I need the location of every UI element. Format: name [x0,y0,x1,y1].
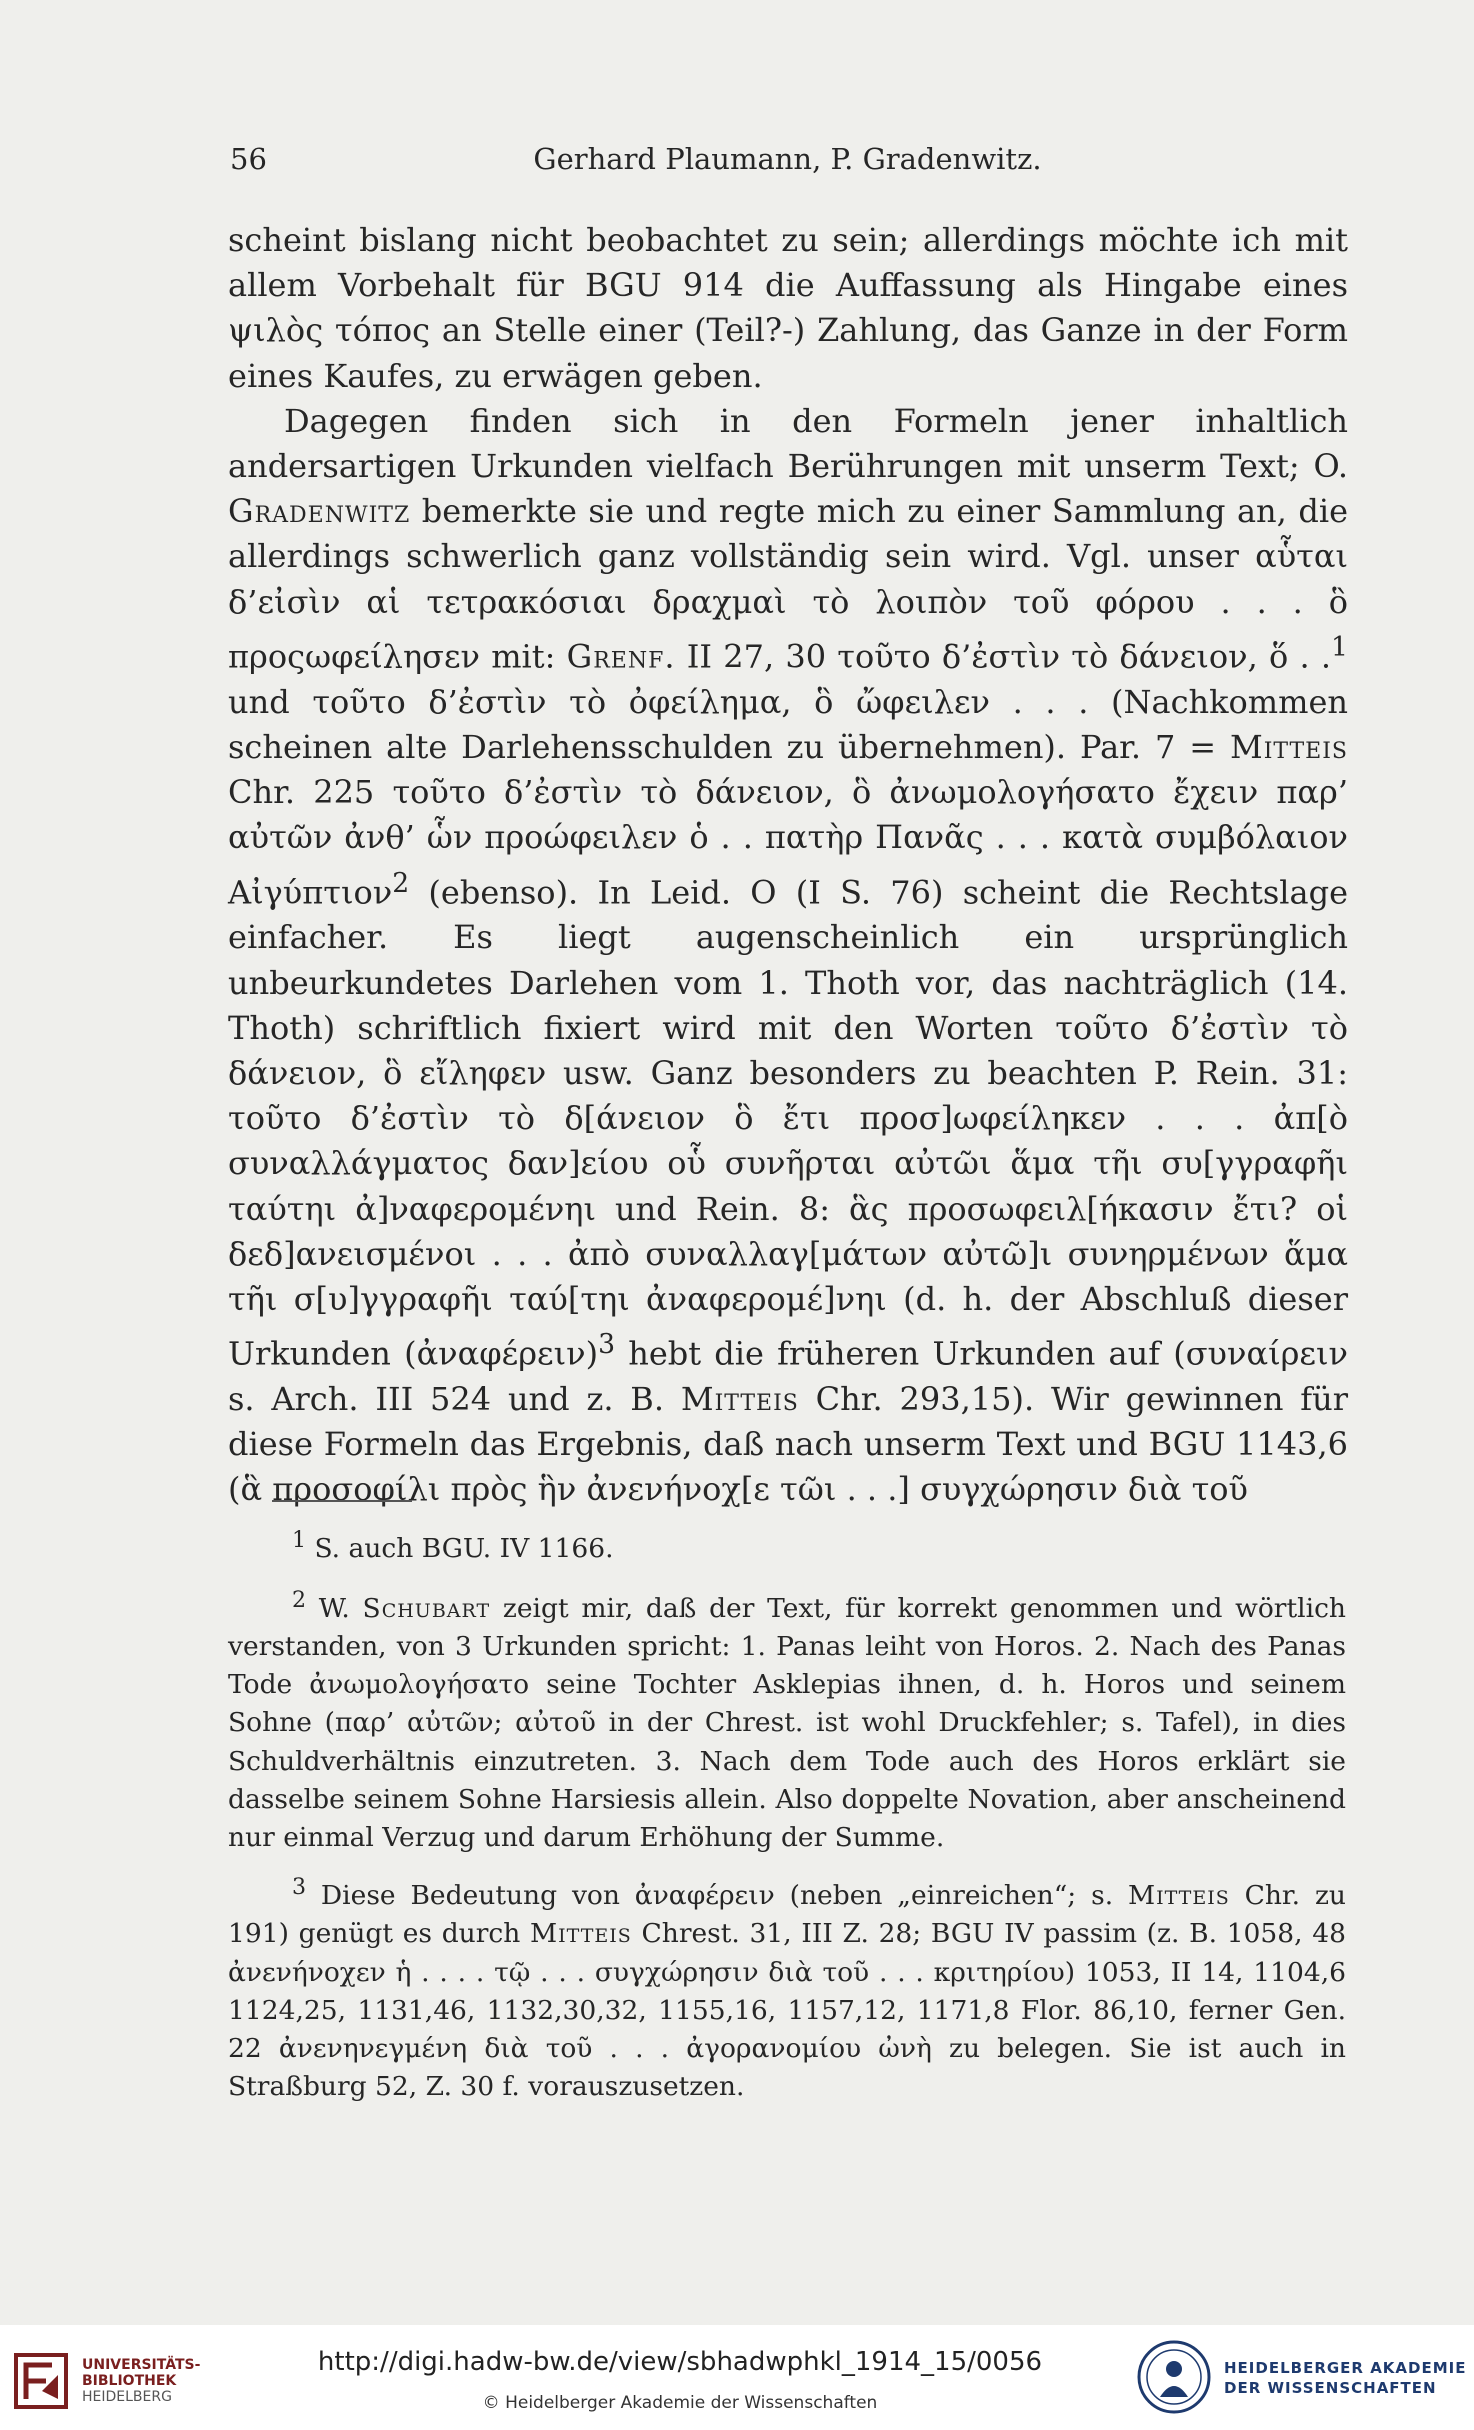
running-title: Gerhard Plaumann, P. Gradenwitz. [533,142,1042,176]
footnote-text: W. [306,1592,363,1624]
academy-name-line1: HEIDELBERGER AKADEMIE [1224,2359,1467,2377]
page-header [230,142,1345,182]
library-name-line1: UNIVERSITÄTS- [82,2357,201,2373]
author-schubart: Schubart [362,1592,491,1624]
text-run: hebt die früheren Urkunden auf (συναίρειν s. Arch. III 524 und z. B. [228,1334,1348,1419]
university-library-logo[interactable] [12,2343,201,2413]
academy-name-line2: DER WISSENSCHAFTEN [1224,2379,1437,2397]
author-mitteis: Mitteis [1229,727,1348,766]
footnote-text: zeigt mir, daß der Text, für korrekt genommen und wörtlich verstanden, von 3 Urkunden spricht: 1. Panas leiht von Horos. 2. Nach des Panas Tode ἀνωμολογήσατο seine Tochter Asklepias ihnen, d. h. Horos und seinem Sohne (παρ’ αὐτῶν; αὐτοῦ in der Chrest. ist wohl Druckfehler; s. Tafel), in dies Schuldverhältnis einzutreten. 3. Nach dem Tode auch des Horos erklärt sie dasselbe seinem Sohne Harsiesis allein. Also doppelte Novation, aber anscheinend nur einmal Verzug und darum Erhöhung der Summe. [228,1592,1346,1854]
footnote-text: Diese Bedeutung von ἀναφέρειν (neben „einreichen“; s. [306,1880,1128,1912]
paragraph-1: scheint bislang nicht beobachtet zu sein; allerdings möchte ich mit allem Vorbehalt für BGU 914 die Auffassung als Hingabe eines ψιλὸς τόπος an Stelle einer (Teil?-) Zahlung, das Ganze in der Form eines Kaufes, zu erwägen geben. [228,221,1348,395]
author-grenf: Grenf. [566,637,676,676]
page-number: 56 [230,142,267,176]
library-name-line2: BIBLIOTHEK [82,2373,177,2389]
author-mitteis: Mitteis [530,1918,632,1950]
footnote-ref-2[interactable]: 2 [392,867,410,899]
footnote-text: Chrest. 31, III Z. 28; BGU IV passim (z. B. 1058, 48 ἀνενήνοχεν ἡ . . . . τῷ . . . συγχώρησιν διὰ τοῦ . . . κριτηρίου) 1053, II 14, 1104,6 1124,25, 1131,46, 1132,30,32, 1155,16, 1157,12, 1171,8 Flor. 86,10, ferner Gen. 22 ἀνενηνεγμένη διὰ τοῦ . . . ἀγορανομίου ὠνὴ zu belegen. Sie ist auch in Straßburg 52, Z. 30 f. vorauszusetzen. [228,1918,1346,2103]
text-run: (ebenso). In Leid. O (I S. 76) scheint die Rechtslage einfacher. Es liegt augenscheinlich ein ursprünglich unbeurkundetes Darlehen vom 1. Thoth vor, das nachträglich (14. Thoth) schriftlich fixiert wird mit den Worten τοῦτο δ’ἐστὶν τὸ δάνειον, ὃ εἴληφεν usw. Ganz besonders zu beachten P. Rein. 31: τοῦτο δ’ἐστὶν τὸ δ[άνειον ὃ ἔτι προσ]ωφείληκεν . . . ἀπ[ὸ συναλλάγματος δαν]είου οὗ συνῆρται αὐτῶι ἅμα τῆι συ[γγραφῆι ταύτηι ἀ]ναφερομένηι und Rein. 8: ἃς προσωφειλ[ήκασιν ἔτι? οἱ δεδ]ανεισμένοι . . . ἀπὸ συναλλαγ[μάτων αὐτῶ]ι συνηρμένων ἅμα τῆι σ[υ]γγραφῆι ταύ[τηι ἀναφερομέ]νηι (d. h. der Abschluß dieser Urkunden (ἀναφέρειν) [228,873,1348,1373]
text-run: und τοῦτο δ’ἐστὶν τὸ ὀφείλημα, ὃ ὤφειλεν . . . (Nachkommen scheinen alte Darlehensschulden zu übernehmen). Par. 7 = [228,682,1348,766]
text-run: Dagegen finden sich in den Formeln jener inhaltlich andersartigen Urkunden vielfach Berührungen mit unserm Text; O. [228,401,1348,486]
footnote-ref-1[interactable]: 1 [1331,631,1349,663]
text-run: bemerkte sie und regte mich zu einer Sammlung an, die allerdings schwerlich ganz vollständig sein wird. Vgl. unser αὗται δ’εἰσὶν αἱ τετρακόσιαι δραχμαὶ τὸ λοιπὸν τοῦ φόρου . . . ὃ προςωφείλησεν mit: [228,492,1348,676]
academy-logo[interactable] [1130,2335,1470,2421]
permalink-url[interactable]: http://digi.hadw-bw.de/view/sbhadwphkl_1914_15/0056 [317,2347,1043,2377]
footnote-3 [228,1869,1346,2106]
footnote-divider [272,1500,412,1502]
library-emblem-icon [12,2351,70,2411]
footnote-mark: 1 [292,1528,307,1553]
footnote-mark: 3 [292,1875,307,1901]
viewer-footer [0,2325,1474,2430]
main-text [228,218,1348,1513]
footnote-1 [228,1522,1346,1568]
text-run: II 27, 30 τοῦτο δ’ἐστὶν τὸ δάνειον, ὅ . . [675,637,1332,676]
author-gradenwitz: Gradenwitz [228,492,411,531]
footnote-2 [228,1582,1346,1857]
author-mitteis: Mitteis [1127,1880,1230,1912]
paragraph-2 [228,399,1348,1513]
text-run: Chr. 225 τοῦτο δ’ἐστὶν τὸ δάνειον, ὃ ἀνωμολογήσατο ἔχειν παρ’ αὐτῶν ἀνθ’ ὧν προώφειλεν ὁ . . πατὴρ Πανᾶς . . . κατὰ συμβόλαιον Αἰγύπτιον [228,773,1348,912]
footnote-text: S. auch BGU. IV 1166. [306,1532,614,1564]
footnote-ref-3[interactable]: 3 [598,1329,616,1361]
footnote-text: Chr. zu 191) genügt es durch [228,1880,1346,1950]
footnote-mark: 2 [292,1588,307,1614]
academy-seal-icon [1136,2339,1212,2415]
copyright-notice: © Heidelberger Akademie der Wissenschaften [482,2393,878,2413]
footnotes [228,1522,1346,2106]
library-name-line3: HEIDELBERG [82,2389,172,2405]
author-mitteis: Mitteis [680,1380,799,1419]
text-run: Chr. 293,15). Wir gewinnen für diese Formeln das Ergebnis, daß nach unserm Text und BGU 1143,6 (ἃ προσοφίλι πρὸς ἣν ἀνενήνοχ[ε τῶι . . .] συγχώρησιν διὰ τοῦ [228,1380,1349,1509]
